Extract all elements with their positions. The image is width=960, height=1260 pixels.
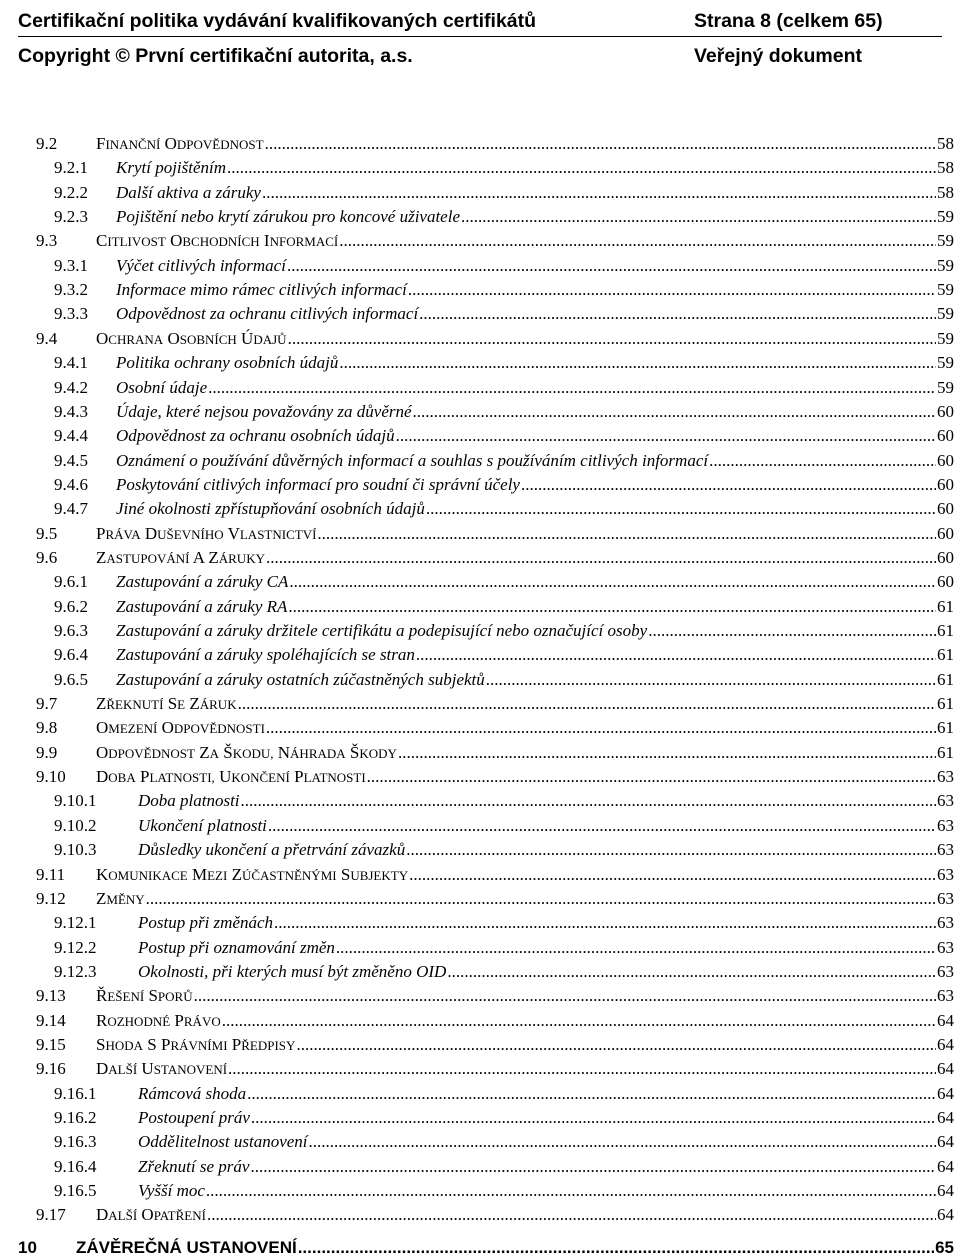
toc-entry-title: Osobní údaje xyxy=(116,378,208,397)
toc-entry-title: DALŠÍ OPATŘENÍ xyxy=(96,1205,206,1224)
toc-entry-title: Zastupování a záruky CA xyxy=(116,572,289,591)
toc-leader-dots xyxy=(339,229,936,253)
toc-entry-number: 9.5 xyxy=(36,524,58,543)
toc-entry-title: Oddělitelnost ustanovení xyxy=(138,1132,308,1151)
toc-entry-page: 63 xyxy=(937,865,954,884)
toc-leader-dots xyxy=(206,1179,936,1203)
toc-entry[interactable] xyxy=(0,984,960,1008)
toc-entry-page: 61 xyxy=(937,670,954,689)
toc-leader-dots xyxy=(408,278,936,302)
toc-entry-number: 9.12.2 xyxy=(54,938,97,957)
toc-leader-dots xyxy=(228,1057,936,1081)
toc-entry-page: 58 xyxy=(937,134,954,153)
toc-leader-dots xyxy=(208,376,936,400)
toc-entry-page: 64 xyxy=(937,1035,954,1054)
toc-leader-dots xyxy=(250,1155,936,1179)
toc-entry-page: 60 xyxy=(937,548,954,567)
toc-leader-dots xyxy=(317,522,936,546)
toc-entry[interactable] xyxy=(0,400,960,424)
toc-entry-title: ZÁVĚREČNÁ USTANOVENÍ xyxy=(76,1238,297,1257)
toc-leader-dots xyxy=(247,1082,936,1106)
toc-leader-dots xyxy=(339,351,936,375)
toc-entry-page: 63 xyxy=(937,889,954,908)
toc-entry[interactable] xyxy=(0,132,960,156)
toc-entry-title: Pojištění nebo krytí zárukou pro koncové uživatele xyxy=(116,207,461,226)
toc-entry-page: 61 xyxy=(937,694,954,713)
toc-entry[interactable] xyxy=(0,229,960,253)
toc-entry[interactable] xyxy=(0,473,960,497)
toc-entry-number: 9.10.3 xyxy=(54,840,97,859)
toc-leader-dots xyxy=(396,424,936,448)
toc-leader-dots xyxy=(709,449,936,473)
toc-entry-number: 9.6.5 xyxy=(54,670,88,689)
page-header xyxy=(18,10,942,71)
toc-entry-title: Postoupení práv xyxy=(138,1108,250,1127)
toc-entry-number: 9.16 xyxy=(36,1059,66,1078)
toc-leader-dots xyxy=(266,716,936,740)
toc-leader-dots xyxy=(486,668,936,692)
toc-leader-dots xyxy=(409,863,936,887)
toc-entry-title: ODPOVĚDNOST ZA ŠKODU, NÁHRADA ŠKODY xyxy=(96,743,397,762)
toc-entry-title: Důsledky ukončení a přetrvání závazků xyxy=(138,840,406,859)
toc-entry-page: 63 xyxy=(937,816,954,835)
toc-entry-page: 61 xyxy=(937,597,954,616)
toc-leader-dots xyxy=(298,1236,934,1260)
toc-entry[interactable] xyxy=(0,1130,960,1154)
toc-entry-page: 59 xyxy=(937,304,954,323)
toc-entry[interactable] xyxy=(0,1155,960,1179)
toc-entry[interactable] xyxy=(0,351,960,375)
toc-entry-title: Zastupování a záruky držitele certifikátu a podepisující nebo označující osoby xyxy=(116,621,648,640)
toc-entry-number: 9.4.7 xyxy=(54,499,88,518)
toc-entry-page: 64 xyxy=(937,1108,954,1127)
toc-entry-number: 9.6.4 xyxy=(54,645,88,664)
toc-entry[interactable] xyxy=(0,156,960,180)
toc-entry-page: 63 xyxy=(937,913,954,932)
toc-entry-page: 60 xyxy=(937,524,954,543)
toc-entry-title: Zastupování a záruky RA xyxy=(116,597,288,616)
toc-entry-title: Rámcová shoda xyxy=(138,1084,247,1103)
toc-entry-page: 59 xyxy=(937,256,954,275)
toc-entry[interactable] xyxy=(0,716,960,740)
toc-entry-page: 65 xyxy=(935,1238,954,1257)
toc-entry-title: Údaje, které nejsou považovány za důvěrné xyxy=(116,402,412,421)
classification-label: Veřejný dokument xyxy=(694,45,862,67)
toc-entry-title: FINANČNÍ ODPOVĚDNOST xyxy=(96,134,264,153)
toc-entry-page: 59 xyxy=(937,329,954,348)
toc-leader-dots xyxy=(262,181,936,205)
toc-entry-title: Okolnosti, při kterých musí být změněno OID xyxy=(138,962,447,981)
toc-entry-page: 63 xyxy=(937,840,954,859)
header-row-bottom xyxy=(18,45,942,71)
toc-entry[interactable] xyxy=(0,668,960,692)
toc-entry[interactable] xyxy=(0,1033,960,1057)
toc-entry-title: ROZHODNÉ PRÁVO xyxy=(96,1011,221,1030)
toc-leader-dots xyxy=(238,692,936,716)
toc-entry-number: 9.15 xyxy=(36,1035,66,1054)
toc-entry-page: 60 xyxy=(937,402,954,421)
toc-entry-title: ZŘEKNUTÍ SE ZÁRUK xyxy=(96,694,237,713)
toc-entry-title: Doba platnosti xyxy=(138,791,240,810)
toc-entry-page: 60 xyxy=(937,475,954,494)
toc-entry-page: 61 xyxy=(937,621,954,640)
toc-leader-dots xyxy=(336,936,936,960)
toc-entry-number: 9.9 xyxy=(36,743,58,762)
toc-entry-page: 59 xyxy=(937,207,954,226)
toc-entry-page: 59 xyxy=(937,231,954,250)
toc-entry[interactable] xyxy=(0,1082,960,1106)
toc-entry-number: 9.14 xyxy=(36,1011,66,1030)
toc-entry-page: 64 xyxy=(937,1084,954,1103)
toc-entry-number: 9.6.2 xyxy=(54,597,88,616)
toc-entry-number: 9.2.1 xyxy=(54,158,88,177)
toc-entry-number: 9.11 xyxy=(36,865,66,884)
toc-leader-dots xyxy=(194,984,936,1008)
document-title: Certifikační politika vydávání kvalifikovaných certifikátů xyxy=(18,10,537,32)
toc-entry-page: 64 xyxy=(937,1181,954,1200)
toc-entry-title: Politika ochrany osobních údajů xyxy=(116,353,339,372)
toc-entry-page: 60 xyxy=(937,451,954,470)
toc-leader-dots xyxy=(265,132,936,156)
toc-entry[interactable] xyxy=(0,838,960,862)
toc-leader-dots xyxy=(241,789,936,813)
toc-leader-dots xyxy=(222,1009,936,1033)
toc-entry[interactable] xyxy=(0,254,960,278)
toc-entry-title: ŘEŠENÍ SPORŮ xyxy=(96,986,193,1005)
toc-entry-page: 63 xyxy=(937,962,954,981)
toc-entry-page: 59 xyxy=(937,353,954,372)
toc-entry-page: 63 xyxy=(937,986,954,1005)
toc-entry-title: Krytí pojištěním xyxy=(116,158,227,177)
toc-entry-number: 9.3.1 xyxy=(54,256,88,275)
toc-entry-number: 9.2 xyxy=(36,134,58,153)
toc-entry[interactable] xyxy=(0,619,960,643)
toc-entry-title: Další aktiva a záruky xyxy=(116,183,261,202)
toc-entry[interactable] xyxy=(0,692,960,716)
toc-entry[interactable] xyxy=(0,643,960,667)
toc-entry[interactable] xyxy=(0,741,960,765)
toc-entry-title: SHODA S PRÁVNÍMI PŘEDPISY xyxy=(96,1035,296,1054)
toc-leader-dots xyxy=(648,619,936,643)
toc-entry-page: 58 xyxy=(937,158,954,177)
toc-entry-page: 58 xyxy=(937,183,954,202)
toc-entry-number: 9.4.6 xyxy=(54,475,88,494)
toc-entry-number: 9.7 xyxy=(36,694,58,713)
toc-entry-page: 59 xyxy=(937,378,954,397)
toc-entry[interactable] xyxy=(0,911,960,935)
toc-leader-dots xyxy=(288,595,936,619)
toc-entry[interactable] xyxy=(0,302,960,326)
toc-entry-page: 63 xyxy=(937,938,954,957)
toc-entry-number: 9.10.2 xyxy=(54,816,97,835)
toc-entry-title: PRÁVA DUŠEVNÍHO VLASTNICTVÍ xyxy=(96,524,317,543)
toc-leader-dots xyxy=(268,814,936,838)
toc-entry[interactable] xyxy=(0,497,960,521)
toc-entry-title: Zastupování a záruky ostatních zúčastněných subjektů xyxy=(116,670,485,689)
toc-entry[interactable] xyxy=(0,376,960,400)
toc-entry[interactable] xyxy=(0,1057,960,1081)
toc-entry-number: 9.6.3 xyxy=(54,621,88,640)
toc-entry-number: 9.12.3 xyxy=(54,962,97,981)
toc-entry-number: 9.17 xyxy=(36,1205,66,1224)
toc-entry[interactable] xyxy=(0,1236,960,1260)
toc-entry-number: 9.16.4 xyxy=(54,1157,97,1176)
toc-entry-page: 63 xyxy=(937,791,954,810)
toc-entry[interactable] xyxy=(0,181,960,205)
toc-leader-dots xyxy=(266,546,936,570)
toc-entry[interactable] xyxy=(0,327,960,351)
toc-entry-number: 9.6.1 xyxy=(54,572,88,591)
toc-entry[interactable] xyxy=(0,278,960,302)
toc-leader-dots xyxy=(296,1033,936,1057)
toc-leader-dots xyxy=(413,400,936,424)
toc-entry-number: 10 xyxy=(18,1238,37,1257)
toc-entry-title: Informace mimo rámec citlivých informací xyxy=(116,280,407,299)
toc-entry-number: 9.16.3 xyxy=(54,1132,97,1151)
toc-leader-dots xyxy=(207,1203,936,1227)
toc-entry-number: 9.6 xyxy=(36,548,58,567)
toc-entry-number: 9.16.1 xyxy=(54,1084,97,1103)
toc-leader-dots xyxy=(287,254,936,278)
toc-entry-title: DALŠÍ USTANOVENÍ xyxy=(96,1059,228,1078)
toc-entry[interactable] xyxy=(0,546,960,570)
toc-entry[interactable] xyxy=(0,789,960,813)
toc-entry-title: CITLIVOST OBCHODNÍCH INFORMACÍ xyxy=(96,231,339,250)
toc-entry[interactable] xyxy=(0,887,960,911)
toc-entry[interactable] xyxy=(0,936,960,960)
toc-entry-page: 59 xyxy=(937,280,954,299)
toc-entry-number: 9.4.4 xyxy=(54,426,88,445)
toc-entry-number: 9.4.3 xyxy=(54,402,88,421)
toc-entry-title: Poskytování citlivých informací pro soudní či správní účely xyxy=(116,475,520,494)
toc-leader-dots xyxy=(309,1130,936,1154)
toc-entry[interactable] xyxy=(0,1179,960,1203)
toc-leader-dots xyxy=(227,156,936,180)
toc-leader-dots xyxy=(398,741,936,765)
toc-entry-title: Zastupování a záruky spoléhajících se stran xyxy=(116,645,415,664)
toc-entry-number: 9.4.1 xyxy=(54,353,88,372)
toc-entry[interactable] xyxy=(0,205,960,229)
toc-entry-title: KOMUNIKACE MEZI ZÚČASTNĚNÝMI SUBJEKTY xyxy=(96,865,409,884)
header-row-top xyxy=(18,10,942,37)
toc-entry-title: ZASTUPOVÁNÍ A ZÁRUKY xyxy=(96,548,265,567)
toc-leader-dots xyxy=(146,887,936,911)
toc-entry-title: OMEZENÍ ODPOVĚDNOSTI xyxy=(96,718,265,737)
toc-entry-page: 64 xyxy=(937,1011,954,1030)
toc-leader-dots xyxy=(288,327,936,351)
toc-entry-number: 9.4.2 xyxy=(54,378,88,397)
toc-entry-number: 9.10.1 xyxy=(54,791,97,810)
toc-entry-page: 64 xyxy=(937,1157,954,1176)
toc-entry-title: Postup při oznamování změn xyxy=(138,938,335,957)
toc-leader-dots xyxy=(416,643,936,667)
toc-entry[interactable] xyxy=(0,1009,960,1033)
toc-entry[interactable] xyxy=(0,424,960,448)
toc-entry-page: 61 xyxy=(937,718,954,737)
toc-entry-number: 9.2.2 xyxy=(54,183,88,202)
toc-entry-page: 64 xyxy=(937,1059,954,1078)
toc-entry-title: Odpovědnost za ochranu osobních údajů xyxy=(116,426,395,445)
toc-entry-page: 61 xyxy=(937,743,954,762)
toc-entry-title: Postup při změnách xyxy=(138,913,274,932)
toc-entry-title: DOBA PLATNOSTI, UKONČENÍ PLATNOSTI xyxy=(96,767,366,786)
toc-entry-number: 9.4.5 xyxy=(54,451,88,470)
toc-entry-number: 9.12.1 xyxy=(54,913,97,932)
toc-entry-page: 63 xyxy=(937,767,954,786)
toc-entry-page: 60 xyxy=(937,426,954,445)
toc-leader-dots xyxy=(426,497,936,521)
toc-entry[interactable] xyxy=(0,1106,960,1130)
toc-leader-dots xyxy=(251,1106,936,1130)
toc-entry-number: 9.2.3 xyxy=(54,207,88,226)
toc-entry-title: Odpovědnost za ochranu citlivých informací xyxy=(116,304,419,323)
toc-entry-title: Vyšší moc xyxy=(138,1181,205,1200)
copyright-notice: Copyright © První certifikační autorita, a.s. xyxy=(18,45,413,67)
toc-entry[interactable] xyxy=(0,570,960,594)
toc-entry-number: 9.3 xyxy=(36,231,58,250)
toc-entry-number: 9.10 xyxy=(36,767,66,786)
toc-entry-title: Zřeknutí se práv xyxy=(138,1157,250,1176)
toc-entry-number: 9.4 xyxy=(36,329,58,348)
toc-entry-page: 64 xyxy=(937,1205,954,1224)
toc-entry-page: 60 xyxy=(937,499,954,518)
toc-entry[interactable] xyxy=(0,960,960,984)
toc-entry-title: Ukončení platnosti xyxy=(138,816,267,835)
toc-entry-title: Oznámení o používání důvěrných informací a souhlas s používáním citlivých informací xyxy=(116,451,709,470)
toc-leader-dots xyxy=(274,911,936,935)
toc-entry-title: Jiné okolnosti zpřístupňování osobních údajů xyxy=(116,499,425,518)
toc-entry-page: 60 xyxy=(937,572,954,591)
toc-entry[interactable] xyxy=(0,522,960,546)
toc-entry-title: Výčet citlivých informací xyxy=(116,256,286,275)
page-info: Strana 8 (celkem 65) xyxy=(694,10,883,32)
toc-leader-dots xyxy=(406,838,936,862)
toc-entry-number: 9.16.5 xyxy=(54,1181,97,1200)
toc-entry-number: 9.3.2 xyxy=(54,280,88,299)
toc-entry-number: 9.12 xyxy=(36,889,66,908)
toc-entry[interactable] xyxy=(0,449,960,473)
toc-entry-number: 9.16.2 xyxy=(54,1108,97,1127)
toc-entry[interactable] xyxy=(0,595,960,619)
toc-entry-page: 61 xyxy=(937,645,954,664)
toc-entry[interactable] xyxy=(0,765,960,789)
toc-entry-title: OCHRANA OSOBNÍCH ÚDAJŮ xyxy=(96,329,287,348)
toc-leader-dots xyxy=(447,960,936,984)
toc-leader-dots xyxy=(367,765,936,789)
toc-entry-title: ZMĚNY xyxy=(96,889,145,908)
toc-leader-dots xyxy=(521,473,936,497)
toc-entry-number: 9.3.3 xyxy=(54,304,88,323)
toc-entry-page: 64 xyxy=(937,1132,954,1151)
toc-leader-dots xyxy=(461,205,936,229)
toc-entry[interactable] xyxy=(0,1203,960,1227)
toc-leader-dots xyxy=(419,302,936,326)
toc-entry[interactable] xyxy=(0,814,960,838)
toc-entry[interactable] xyxy=(0,863,960,887)
toc-entry-number: 9.8 xyxy=(36,718,58,737)
toc-entry-number: 9.13 xyxy=(36,986,66,1005)
toc-leader-dots xyxy=(289,570,936,594)
